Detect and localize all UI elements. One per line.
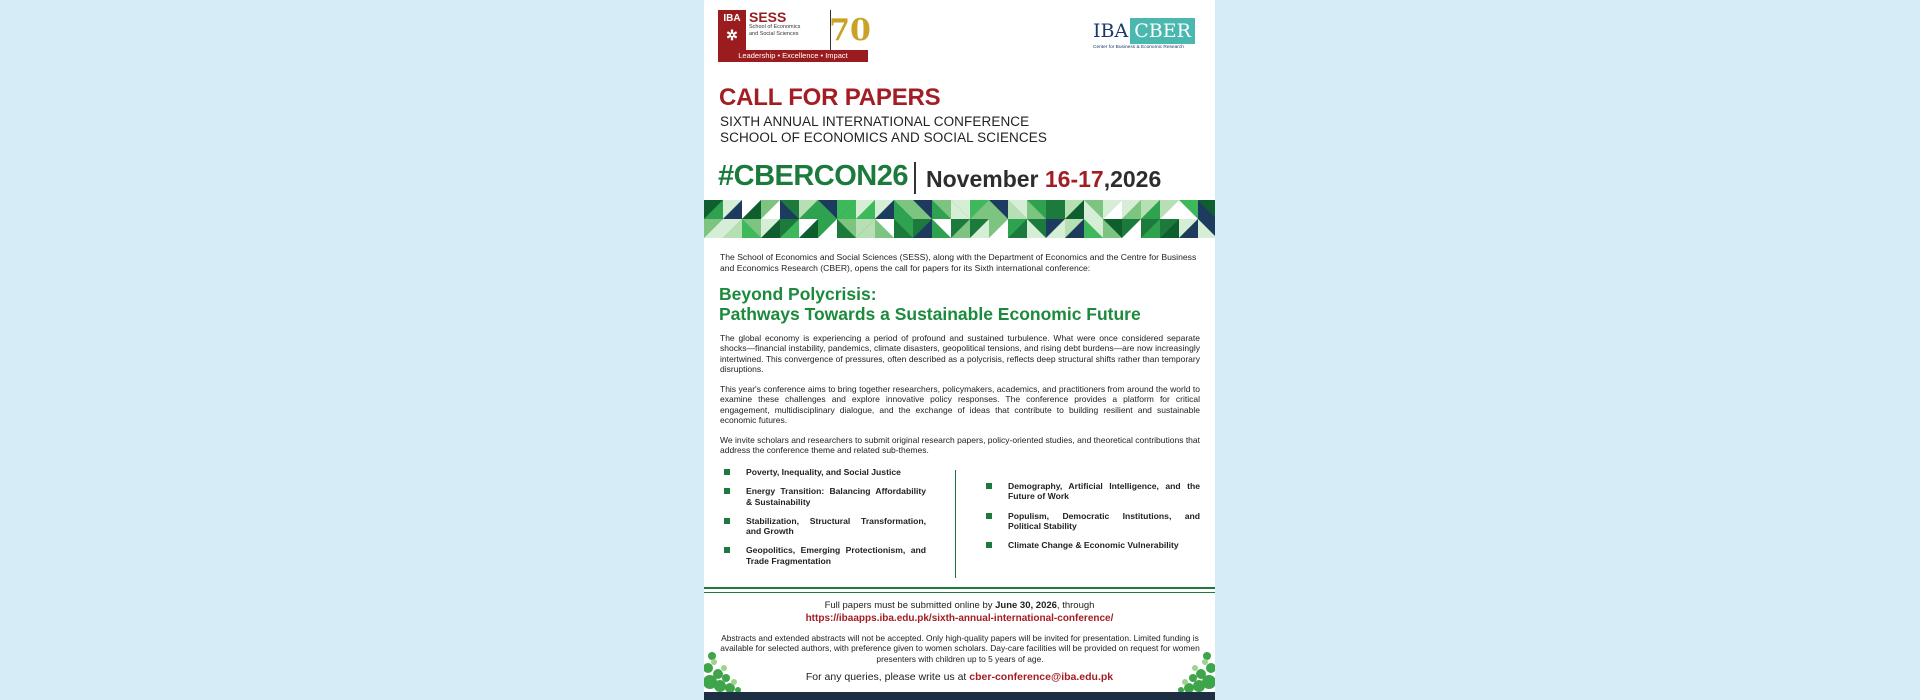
date-year: ,2026 [1103,166,1162,192]
call-for-papers-poster [704,0,1215,700]
school-subtitle: SCHOOL OF ECONOMICS AND SOCIAL SCIENCES [720,130,1047,145]
sess-name: SESS [749,9,787,25]
square-bullet-icon [986,542,992,548]
cber-iba-text: IBA [1093,20,1129,42]
square-bullet-icon [986,483,992,489]
submission-note: Abstracts and extended abstracts will not be accepted. Only high-quality papers will be invited for presentation. Limited funding is available for selected authors, with preference given to women scholars. Day-care facilities will be provided on request for women presenters with children up to 5 years of age. [720,633,1200,664]
list-item [720,545,926,566]
subtheme-label: Geopolitics, Emerging Protectionism, and Trade Fragmentation [746,545,926,566]
subtheme-label: Poverty, Inequality, and Social Justice [746,467,901,477]
square-bullet-icon [986,513,992,519]
date-days: 16-17 [1044,166,1104,192]
submission-link[interactable]: https://ibaapps.iba.edu.pk/sixth-annual-international-conference/ [805,613,1114,624]
list-item [720,467,926,477]
square-bullet-icon [724,488,730,494]
anniversary-logo [830,10,869,50]
iba-mark [718,10,746,50]
deadline-prefix: Full papers must be submitted online by [824,600,996,611]
square-bullet-icon [724,518,730,524]
deadline-suffix: , through [1056,600,1095,611]
list-item [982,511,1200,532]
theme-title-line-1: Beyond Polycrisis: [719,284,877,304]
list-item [982,481,1200,502]
list-item [720,486,926,507]
conference-date [926,166,1161,193]
deadline-date: June 30, 2026 [995,600,1057,611]
contact-prefix: For any queries, please write us at [805,671,970,683]
call-for-papers-title: CALL FOR PAPERS [719,84,941,111]
list-item [720,516,926,537]
triangle-pattern-band [704,200,1215,238]
footer-divider [704,587,1215,589]
subtheme-label: Energy Transition: Balancing Affordability & Sustainability [746,486,926,507]
subtheme-label: Demography, Artificial Intelligence, and the Future of Work [1008,481,1200,502]
submission-deadline [704,600,1215,611]
subthemes-left-column [720,467,926,575]
list-item [982,540,1200,550]
cber-subtitle: Center for Business & Economic Research [1093,45,1184,50]
sess-logo [718,9,871,62]
subtheme-label: Populism, Democratic Institutions, and Political Stability [1008,510,1200,531]
paragraph-aims: This year's conference aims to bring together researchers, policymakers, academics, and practitioners from around the world to examine these challenges and explore innovative policy responses. The conference provides a platform for critical engagement, multidisciplinary dialogue, and the exchange of ideas that contribute to building resilient and sustainable economic futures. [720,384,1200,426]
sess-line-2: and Social Sciences [749,31,799,37]
column-divider [955,470,956,578]
star-emblem-icon: ✲ [726,27,738,43]
paragraph-invitation: We invite scholars and researchers to submit original research papers, policy-oriented studies, and theoretical contributions that address the conference theme and related sub-themes. [720,435,1200,456]
theme-title-line-2: Pathways Towards a Sustainable Economic Future [719,304,1141,324]
contact-line [704,671,1215,683]
title-divider [914,162,916,194]
sess-tagline: Leadership • Excellence • Impact [718,50,868,62]
bottom-strip [704,692,1215,700]
iba-mark-text: IBA [723,13,741,24]
paragraph-context: The global economy is experiencing a period of profound and sustained turbulence. What were once considered separate shocks—financial instability, pandemics, climate disasters, geopolitical tensions, and rising debt burdens—are now increasingly intertwined. This convergence of pressures, often described as a polycrisis, reflects deep structural shifts rather than temporary disruptions. [720,333,1200,375]
anniversary-number: 70 [829,12,871,48]
subthemes-right-column [982,481,1200,559]
square-bullet-icon [724,469,730,475]
sess-line-1: School of Economics [749,24,801,30]
date-month: November [926,166,1039,192]
contact-email-link[interactable]: cber-conference@iba.edu.pk [969,671,1114,683]
conference-hashtag: #CBERCON26 [718,160,908,192]
subtheme-label: Climate Change & Economic Vulnerability [1008,540,1179,551]
cber-logo [1093,18,1201,54]
conference-subtitle: SIXTH ANNUAL INTERNATIONAL CONFERENCE [720,114,1030,129]
cber-name-text: CBER [1130,18,1195,44]
square-bullet-icon [724,547,730,553]
subtheme-label: Stabilization, Structural Transformation, and Growth [746,515,926,537]
intro-text: The School of Economics and Social Sciences (SESS), along with the Department of Economics and the Centre for Business and Economics Research (CBER), opens the call for papers for its Sixth international conference: [720,252,1197,273]
footer-divider-thin [704,592,1215,593]
